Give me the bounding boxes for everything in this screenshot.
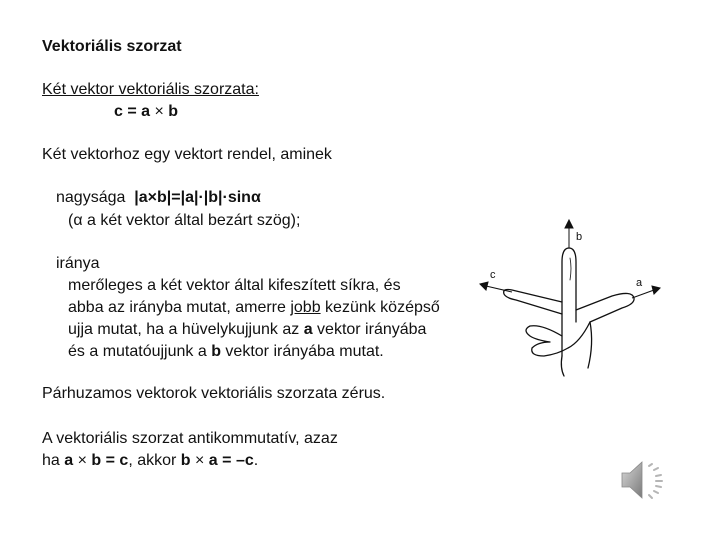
vector-a-arrowhead — [652, 286, 660, 294]
vector-c-arrowhead — [480, 282, 488, 290]
vector-a-line — [632, 290, 654, 298]
direction-line-2 — [68, 298, 440, 318]
magnitude-note: (α a két vektor által bezárt szög); — [68, 212, 301, 229]
anticomm-a2: a — [208, 452, 218, 469]
index-finger — [504, 290, 562, 315]
anticomm-b1: b — [91, 452, 102, 469]
formula-c: c — [114, 103, 123, 120]
anticomm-eq2: = – — [217, 452, 245, 469]
formula-a: a — [141, 103, 151, 120]
anticomm-b2: b — [180, 452, 191, 469]
anticomm-c1: c — [119, 452, 129, 469]
direction-line-3-post: vektor irányába — [312, 321, 427, 338]
direction-line-3-bold: a — [303, 321, 313, 338]
speaker-icon[interactable] — [618, 458, 672, 502]
formula-b: b — [168, 103, 179, 120]
anticomm-x2: × — [190, 452, 209, 469]
direction-jobb-word: jobb — [290, 299, 321, 316]
magnitude-formula: |a×b|=|a|·|b|·sinα — [134, 189, 261, 206]
label-c: c — [490, 269, 496, 281]
palm — [526, 322, 590, 356]
direction-line-4-pre: és a mutatóujjunk a — [68, 343, 212, 360]
direction-line-4 — [68, 342, 384, 362]
vector-b-arrowhead — [565, 220, 573, 228]
direction-line-3 — [68, 320, 426, 340]
right-hand-rule-figure — [472, 218, 672, 378]
definition-label: Két vektor vektoriális szorzata: — [42, 81, 259, 98]
label-a: a — [636, 277, 643, 289]
formula-op: × — [150, 103, 169, 120]
direction-line-2-pre: abba az irányba mutat, amerre — [68, 299, 291, 316]
anticomm-c2: c — [244, 452, 254, 469]
intro-text: Két vektorhoz egy vektort rendel, aminek — [42, 146, 332, 163]
direction-line-1: merőleges a két vektor által kifeszített síkra, és — [68, 277, 401, 294]
magnitude-line — [56, 188, 261, 208]
middle-finger — [562, 248, 576, 356]
direction-line-2-post: kezünk középső — [320, 299, 440, 316]
anticomm-ha: ha — [42, 452, 65, 469]
anticomm-line-2 — [42, 451, 258, 471]
direction-line-3-pre: ujja mutat, ha a hüvelykujjunk az — [68, 321, 304, 338]
label-b: b — [576, 231, 583, 243]
parallel-text: Párhuzamos vektorok vektoriális szorzata zérus. — [42, 385, 386, 402]
direction-line-4-post: vektor irányába mutat. — [220, 343, 384, 360]
anticomm-line-1: A vektoriális szorzat antikommutatív, azaz — [42, 430, 338, 447]
direction-label: iránya — [56, 255, 100, 272]
anticomm-akkor: , akkor — [128, 452, 181, 469]
formula-eq: = — [122, 103, 142, 120]
anticomm-end: . — [253, 452, 259, 469]
anticomm-eq1: = — [101, 452, 120, 469]
direction-line-4-bold: b — [211, 343, 221, 360]
anticomm-x1: × — [73, 452, 92, 469]
anticomm-a1: a — [64, 452, 74, 469]
thumb — [576, 293, 634, 322]
definition-formula — [114, 102, 178, 122]
magnitude-label: nagysága — [56, 189, 126, 206]
slide-title: Vektoriális szorzat — [42, 38, 182, 55]
